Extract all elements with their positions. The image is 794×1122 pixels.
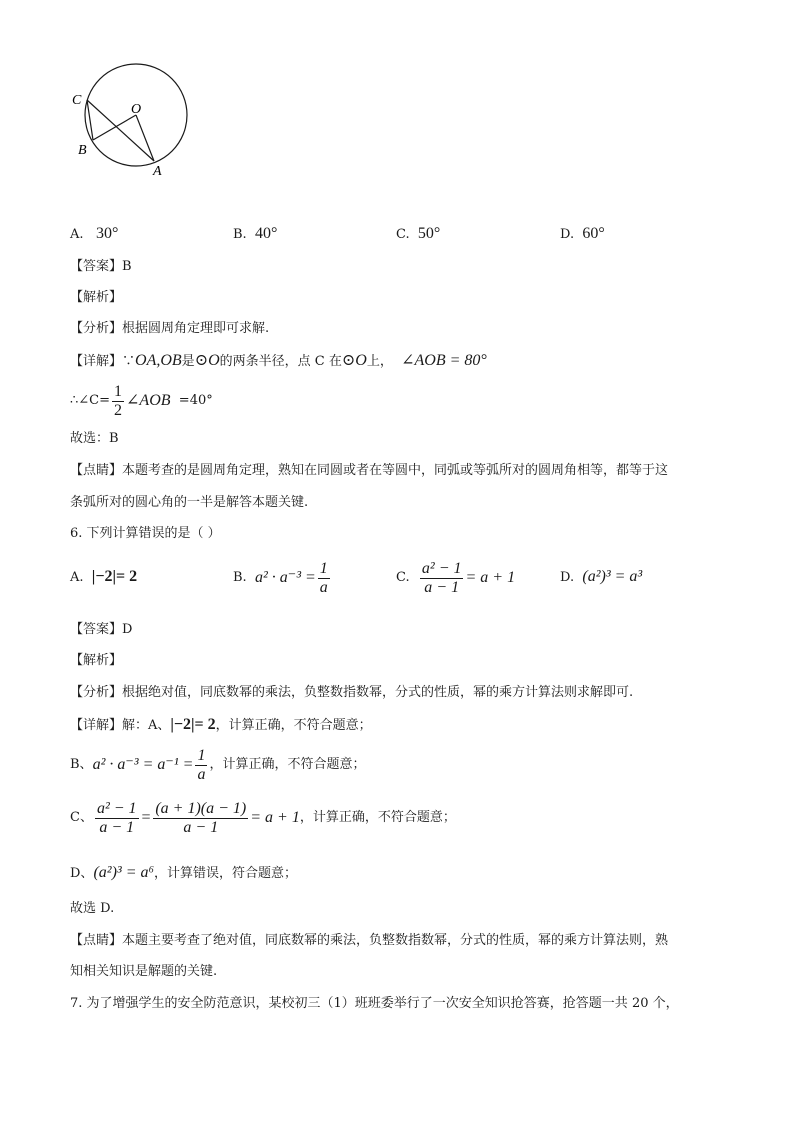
q5-option-d: D. 60° bbox=[560, 225, 605, 242]
q5-answer: 【答案】B bbox=[70, 259, 132, 274]
q6-detail-d: D、(a²)³ = a⁶，计算错误，符合题意； bbox=[70, 864, 298, 881]
chord-cb bbox=[87, 100, 93, 140]
q5-therefore: ∴∠C= $\frac{1}{2}$ ∠AOB =40° bbox=[70, 383, 213, 419]
label-b: B bbox=[78, 143, 87, 158]
q6-option-c: C. $\frac{\text{a² − 1}}{a - 1}$ = a + 1 bbox=[396, 560, 516, 596]
label-o: O bbox=[131, 102, 142, 117]
q5-choose: 故选：B bbox=[70, 431, 119, 446]
q6-choose: 故选 D. bbox=[70, 901, 115, 916]
q6-fenxi: 【分析】根据绝对值，同底数幂的乘法，负整数指数幂，分式的性质，幂的乘方计算法则求解即可. bbox=[70, 685, 634, 700]
q5-comment-line1: 【点睛】本题考查的是圆周角定理，熟知在同圆或者在等圆中，同弧或等弧所对的圆周角相等，都等于这 bbox=[70, 463, 669, 478]
q6-option-d: D. (a²)³ = a³ bbox=[560, 568, 643, 585]
q6-detail-b: B、a² · a⁻³ = a⁻¹ = $\frac{1}{a}$ ，计算正确，不符合题意； bbox=[70, 747, 366, 783]
half-fraction: $\frac{1}{2}$ bbox=[114, 383, 123, 419]
radius-oa bbox=[136, 115, 154, 161]
radius-ob bbox=[93, 115, 136, 140]
q6-option-b: B. a² · a⁻³ = $\frac{1}{a}$ bbox=[233, 560, 328, 596]
label-c: C bbox=[72, 93, 82, 108]
q6-option-a: A. |−2|= 2 bbox=[70, 568, 138, 585]
q6-detail-c: C、 $\frac{\text{a² − 1}}{a - 1}$ = $\frac{(a + 1)(a - 1)}{a - 1}$ = a + 1，计算正确，不符合题意； bbox=[70, 800, 456, 836]
chord-ca bbox=[87, 100, 154, 161]
q6-comment-line2: 知相关知识是解题的关键. bbox=[70, 964, 218, 979]
q6-stem: 6. 下列计算错误的是（ ） bbox=[70, 526, 221, 541]
q6-detail-a: 【详解】解：A、|−2|= 2，计算正确，不符合题意； bbox=[70, 716, 372, 733]
q5-option-c: C. 50° bbox=[396, 225, 441, 242]
q5-analysis-tag: 【解析】 bbox=[70, 290, 123, 305]
q6-answer: 【答案】D bbox=[70, 622, 133, 637]
q5-detail: 【详解】∵OA,OB是⊙O的两条半径，点 C 在⊙O上， ∠AOB = 80° bbox=[70, 352, 487, 369]
label-a: A bbox=[153, 164, 162, 179]
circle-figure bbox=[60, 60, 200, 190]
q5-comment-line2: 条弧所对的圆心角的一半是解答本题关键. bbox=[70, 495, 309, 510]
q6-comment-line1: 【点睛】本题主要考查了绝对值，同底数幂的乘法，负整数指数幂，分式的性质，幂的乘方计算法则，熟 bbox=[70, 933, 669, 948]
q5-option-b: B. 40° bbox=[233, 225, 278, 242]
q5-fenxi: 【分析】根据圆周角定理即可求解. bbox=[70, 321, 270, 336]
q7-stem: 7. 为了增强学生的安全防范意识，某校初三（1）班班委举行了一次安全知识抢答赛，抢答题一共 20 个， bbox=[70, 996, 679, 1011]
q5-option-a: A. 30° bbox=[70, 225, 119, 242]
q6-analysis-tag: 【解析】 bbox=[70, 653, 123, 668]
